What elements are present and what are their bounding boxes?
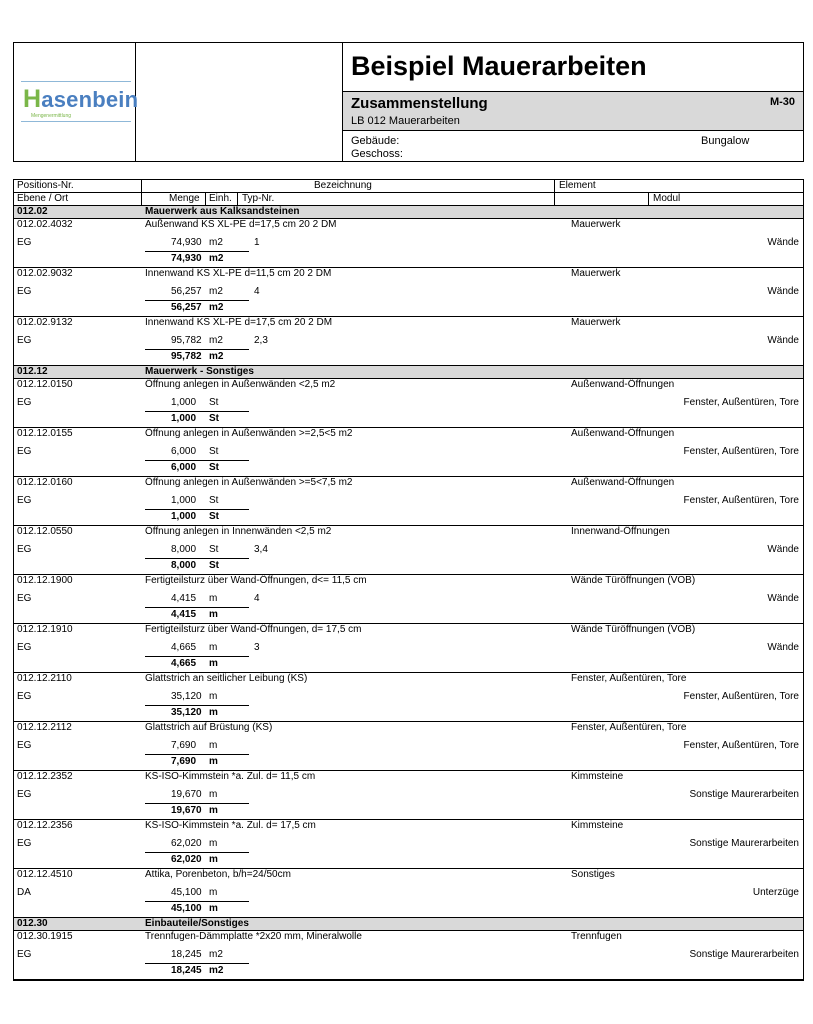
quantity-underline (145, 558, 249, 559)
quantity-underline (145, 656, 249, 657)
position-row (14, 722, 803, 771)
position-row (14, 379, 803, 428)
position-unit: m (209, 789, 218, 800)
quantity-underline (145, 754, 249, 755)
position-location: EG (17, 691, 32, 702)
position-number: 012.02.4032 (17, 219, 73, 230)
position-sum-quantity: 18,245 (171, 965, 202, 976)
position-row (14, 477, 803, 526)
position-location: EG (17, 495, 32, 506)
geschoss-label: Geschoss: (351, 148, 403, 160)
position-unit: m2 (209, 335, 223, 346)
position-module: Wände (767, 593, 799, 604)
position-sum-unit: m2 (209, 302, 224, 313)
position-unit: m (209, 740, 218, 751)
position-description: Öffnung anlegen in Außenwänden >=5<7,5 m2 (145, 477, 353, 488)
position-type-nr: 4 (254, 593, 260, 604)
position-row (14, 624, 803, 673)
position-number: 012.12.1900 (17, 575, 73, 586)
position-sum-unit: m2 (209, 965, 224, 976)
position-row (14, 869, 803, 918)
position-type-nr: 2,3 (254, 335, 268, 346)
position-sum-quantity: 1,000 (171, 413, 197, 424)
position-unit: m2 (209, 286, 223, 297)
position-description: Attika, Porenbeton, b/h=24/50cm (145, 869, 291, 880)
logo-initial: H (23, 85, 42, 113)
position-element: Kimmsteine (571, 771, 624, 782)
position-module: Fenster, Außentüren, Tore (683, 446, 799, 457)
positions-table (13, 179, 804, 981)
quantity-underline (145, 349, 249, 350)
position-sum-quantity: 62,020 (171, 854, 202, 865)
position-quantity: 35,120 (171, 691, 202, 702)
position-sum-quantity: 19,670 (171, 805, 202, 816)
position-sum-quantity: 4,415 (171, 609, 197, 620)
document-number: M-30 (769, 96, 795, 108)
position-row (14, 931, 803, 980)
position-quantity: 4,415 (171, 593, 197, 604)
summary-band (343, 91, 803, 131)
position-description: KS-ISO-Kimmstein *a. Zul. d= 17,5 cm (145, 820, 316, 831)
position-module: Fenster, Außentüren, Tore (683, 495, 799, 506)
position-sum-unit: m2 (209, 351, 224, 362)
column-header-row-1 (14, 180, 803, 193)
position-element: Fenster, Außentüren, Tore (571, 722, 687, 733)
col-positions-nr: Positions-Nr. (17, 180, 74, 191)
quantity-underline (145, 460, 249, 461)
col-typ-nr: Typ-Nr. (242, 193, 275, 204)
position-sum-unit: m (209, 658, 218, 669)
position-location: EG (17, 286, 32, 297)
position-description: KS-ISO-Kimmstein *a. Zul. d= 11,5 cm (145, 771, 316, 782)
position-sum-unit: m (209, 609, 218, 620)
position-number: 012.12.0155 (17, 428, 73, 439)
position-quantity: 7,690 (171, 740, 197, 751)
quantity-underline (145, 963, 249, 964)
position-quantity: 62,020 (171, 838, 202, 849)
position-location: EG (17, 446, 32, 457)
position-description: Fertigteilsturz über Wand-Öffnungen, d<= 11,5 cm (145, 575, 367, 586)
position-sum-quantity: 74,930 (171, 253, 202, 264)
position-sum-unit: m2 (209, 253, 224, 264)
document-sheet (13, 42, 804, 976)
position-sum-unit: St (209, 511, 219, 522)
position-row (14, 428, 803, 477)
position-description: Öffnung anlegen in Außenwänden >=2,5<5 m2 (145, 428, 353, 439)
position-description: Innenwand KS XL-PE d=17,5 cm 20 2 DM (145, 317, 333, 328)
position-row (14, 526, 803, 575)
position-type-nr: 4 (254, 286, 260, 297)
position-sum-quantity: 6,000 (171, 462, 197, 473)
position-row (14, 219, 803, 268)
position-number: 012.12.0150 (17, 379, 73, 390)
empty-header-cell (135, 43, 343, 161)
position-module: Fenster, Außentüren, Tore (683, 691, 799, 702)
position-description: Glattstrich an seitlicher Leibung (KS) (145, 673, 308, 684)
position-element: Außenwand-Öffnungen (571, 379, 675, 390)
position-quantity: 1,000 (171, 495, 197, 506)
position-location: EG (17, 642, 32, 653)
position-quantity: 8,000 (171, 544, 197, 555)
position-sum-quantity: 1,000 (171, 511, 197, 522)
quantity-underline (145, 300, 249, 301)
position-unit: m (209, 838, 218, 849)
col-menge: Menge (169, 193, 200, 204)
position-quantity: 1,000 (171, 397, 197, 408)
position-sum-quantity: 7,690 (171, 756, 197, 767)
section-code: 012.12 (17, 366, 48, 377)
quantity-underline (145, 509, 249, 510)
position-sum-unit: m (209, 903, 218, 914)
position-description: Innenwand KS XL-PE d=11,5 cm 20 2 DM (145, 268, 332, 279)
column-header-row-2 (14, 193, 803, 206)
position-number: 012.12.1910 (17, 624, 73, 635)
position-sum-quantity: 95,782 (171, 351, 202, 362)
section-title: Einbauteile/Sonstiges (145, 918, 249, 929)
position-module: Fenster, Außentüren, Tore (683, 397, 799, 408)
position-unit: m (209, 887, 218, 898)
position-location: EG (17, 593, 32, 604)
page-title: Beispiel Mauerarbeiten (351, 51, 647, 81)
position-element: Mauerwerk (571, 268, 621, 279)
position-type-nr: 1 (254, 237, 260, 248)
logo-subtitle: Mengenermittlung (31, 113, 72, 119)
section-title: Mauerwerk aus Kalksandsteinen (145, 206, 300, 217)
summary-title: Zusammenstellung (351, 95, 488, 112)
section-code: 012.30 (17, 918, 48, 929)
section-row (14, 918, 803, 931)
position-sum-quantity: 4,665 (171, 658, 197, 669)
position-row (14, 317, 803, 366)
position-module: Wände (767, 544, 799, 555)
position-location: EG (17, 237, 32, 248)
position-location: EG (17, 397, 32, 408)
position-element: Kimmsteine (571, 820, 624, 831)
position-sum-unit: m (209, 854, 218, 865)
position-quantity: 74,930 (171, 237, 202, 248)
position-unit: St (209, 495, 219, 506)
position-type-nr: 3,4 (254, 544, 268, 555)
position-description: Öffnung anlegen in Außenwänden <2,5 m2 (145, 379, 336, 390)
position-description: Glattstrich auf Brüstung (KS) (145, 722, 273, 733)
position-unit: m (209, 593, 218, 604)
position-number: 012.12.2352 (17, 771, 73, 782)
position-element: Wände Türöffnungen (VOB) (571, 575, 696, 586)
position-module: Unterzüge (752, 887, 799, 898)
position-unit: St (209, 544, 219, 555)
position-sum-quantity: 35,120 (171, 707, 202, 718)
logo-cell (14, 43, 139, 161)
section-code: 012.02 (17, 206, 48, 217)
col-modul: Modul (653, 193, 681, 204)
position-row (14, 673, 803, 722)
position-quantity: 19,670 (171, 789, 202, 800)
position-location: EG (17, 838, 32, 849)
position-element: Außenwand-Öffnungen (571, 428, 675, 439)
position-description: Fertigteilsturz über Wand-Öffnungen, d= 17,5 cm (145, 624, 362, 635)
quantity-underline (145, 705, 249, 706)
col-bezeichnung: Bezeichnung (314, 180, 372, 191)
position-quantity: 95,782 (171, 335, 202, 346)
position-location: DA (17, 887, 31, 898)
logo-name: asenbein (41, 87, 139, 112)
quantity-underline (145, 607, 249, 608)
position-number: 012.12.2110 (17, 673, 72, 684)
position-quantity: 6,000 (171, 446, 197, 457)
quantity-underline (145, 251, 249, 252)
position-sum-quantity: 56,257 (171, 302, 202, 313)
position-element: Sonstiges (571, 869, 615, 880)
position-location: EG (17, 335, 32, 346)
position-description: Außenwand KS XL-PE d=17,5 cm 20 2 DM (145, 219, 337, 230)
position-element: Mauerwerk (571, 219, 621, 230)
position-number: 012.02.9132 (17, 317, 73, 328)
position-unit: m (209, 642, 218, 653)
position-module: Wände (767, 642, 799, 653)
position-sum-quantity: 45,100 (171, 903, 202, 914)
section-row (14, 206, 803, 219)
position-module: Fenster, Außentüren, Tore (683, 740, 799, 751)
position-number: 012.12.2112 (17, 722, 72, 733)
position-quantity: 45,100 (171, 887, 202, 898)
position-number: 012.12.0550 (17, 526, 73, 537)
quantity-underline (145, 852, 249, 853)
position-module: Sonstige Maurerarbeiten (689, 949, 799, 960)
position-module: Sonstige Maurerarbeiten (689, 838, 799, 849)
position-unit: m2 (209, 237, 223, 248)
position-element: Fenster, Außentüren, Tore (571, 673, 687, 684)
position-sum-unit: St (209, 413, 219, 424)
position-description: Öffnung anlegen in Innenwänden <2,5 m2 (145, 526, 332, 537)
position-location: EG (17, 544, 32, 555)
position-row (14, 268, 803, 317)
position-sum-unit: m (209, 756, 218, 767)
position-row (14, 820, 803, 869)
position-sum-quantity: 8,000 (171, 560, 197, 571)
position-location: EG (17, 789, 32, 800)
position-number: 012.12.0160 (17, 477, 73, 488)
position-sum-unit: m (209, 805, 218, 816)
position-description: Trennfugen-Dämmplatte *2x20 mm, Mineralwolle (145, 931, 362, 942)
position-element: Mauerwerk (571, 317, 621, 328)
position-quantity: 18,245 (171, 949, 202, 960)
position-number: 012.30.1915 (17, 931, 73, 942)
position-unit: m2 (209, 949, 223, 960)
position-location: EG (17, 949, 32, 960)
position-sum-unit: St (209, 560, 219, 571)
col-ebene-ort: Ebene / Ort (17, 193, 69, 204)
position-number: 012.02.9032 (17, 268, 73, 279)
position-quantity: 56,257 (171, 286, 202, 297)
position-type-nr: 3 (254, 642, 260, 653)
position-unit: m (209, 691, 218, 702)
position-unit: St (209, 397, 219, 408)
position-element: Trennfugen (571, 931, 622, 942)
lb-label: LB 012 Mauerarbeiten (351, 115, 460, 127)
position-quantity: 4,665 (171, 642, 197, 653)
col-element: Element (559, 180, 596, 191)
quantity-underline (145, 901, 249, 902)
position-module: Sonstige Maurerarbeiten (689, 789, 799, 800)
position-module: Wände (767, 286, 799, 297)
position-unit: St (209, 446, 219, 457)
position-element: Innenwand-Öffnungen (571, 526, 670, 537)
quantity-underline (145, 411, 249, 412)
position-sum-unit: St (209, 462, 219, 473)
position-row (14, 771, 803, 820)
gebaeude-label: Gebäude: (351, 135, 400, 147)
position-module: Wände (767, 335, 799, 346)
position-element: Außenwand-Öffnungen (571, 477, 675, 488)
section-title: Mauerwerk - Sonstiges (145, 366, 254, 377)
quantity-underline (145, 803, 249, 804)
position-row (14, 575, 803, 624)
col-einheit: Einh. (209, 193, 232, 204)
gebaeude-value: Bungalow (701, 135, 750, 147)
position-sum-unit: m (209, 707, 218, 718)
position-element: Wände Türöffnungen (VOB) (571, 624, 696, 635)
section-row (14, 366, 803, 379)
position-location: EG (17, 740, 32, 751)
position-number: 012.12.4510 (17, 869, 73, 880)
position-module: Wände (767, 237, 799, 248)
position-number: 012.12.2356 (17, 820, 73, 831)
header-block (13, 42, 804, 162)
